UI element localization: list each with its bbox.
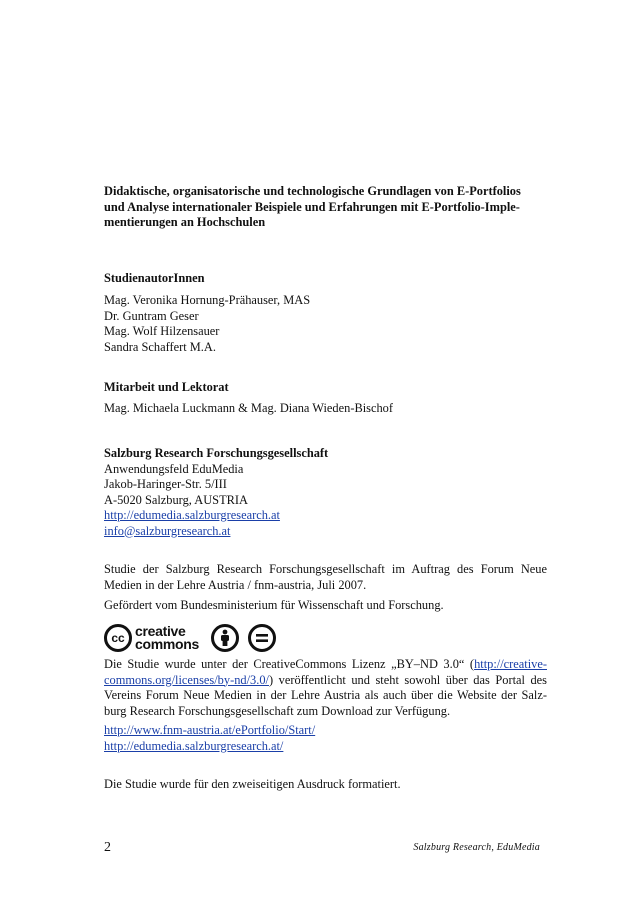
authors-list [104,293,547,355]
author-name: Mag. Veronika Hornung-Prähauser, MAS [104,293,311,307]
author-name: Sandra Schaffert M.A. [104,339,216,354]
title-line-1: Didaktische, organisatorische und technologische Grundlagen von E-Portfolios [104,184,521,198]
organization-department: Anwendungsfeld EduMedia [104,461,244,476]
organization-block [104,446,547,539]
cc-circle-icon: cc [104,624,132,652]
authors-heading: StudienautorInnen [104,271,205,285]
collaboration-heading: Mitarbeit und Lektorat [104,380,229,394]
cc-word-creative: creative [135,623,186,639]
author-name: Dr. Guntram Geser [104,308,199,323]
title-line-2: und Analyse internationaler Beispiele und Erfahrungen mit E-Portfolio-Imple- [104,199,520,214]
license-line-2: commons.org/licenses/by-nd/3.0/) veröffentlicht und steht sowohl über das Portal des [104,672,547,687]
organization-street: Jakob-Haringer-Str. 5/III [104,477,227,491]
study-line-1: Studie der Salzburg Research Forschungsgesellschaft im Auftrag des Forum Neue [104,562,547,576]
author-name: Mag. Wolf Hilzensauer [104,324,220,338]
footer-running-title: Salzburg Research, EduMedia [413,842,540,853]
license-line-1: Die Studie wurde unter der CreativeCommons Lizenz „BY–ND 3.0“ (http://creative- [104,657,547,671]
print-note: Die Studie wurde für den zweiseitigen Ausdruck formatiert. [104,777,401,791]
study-title [104,184,547,231]
cc-word-commons: commons [135,636,200,652]
fnm-portfolio-link[interactable]: http://www.fnm-austria.at/ePortfolio/Start/ [104,723,316,737]
license-link-part-2[interactable]: commons.org/licenses/by-nd/3.0/ [104,672,269,687]
license-line-4: burg Research Forschungsgesellschaft zum Download zur Verfügung. [104,703,451,718]
organization-email-link[interactable]: info@salzburgresearch.at [104,523,231,538]
license-text [104,657,547,719]
attribution-icon [211,624,239,652]
license-link-part-1[interactable]: http://creative- [474,657,547,671]
page-number: 2 [104,840,111,855]
funding-note: Gefördert vom Bundesministerium für Wissenschaft und Forschung. [104,598,444,612]
license-line-3: Vereins Forum Neue Medien in der Lehre Austria als auch über die Website der Salz- [104,688,547,702]
download-links [104,723,547,754]
edumedia-link[interactable]: http://edumedia.salzburgresearch.at/ [104,738,284,753]
title-line-3: mentierungen an Hochschulen [104,215,266,229]
collaboration-text: Mag. Michaela Luckmann & Mag. Diana Wieden-Bischof [104,401,393,415]
organization-city: A-5020 Salzburg, AUSTRIA [104,492,248,507]
organization-name: Salzburg Research Forschungsgesellschaft [104,446,329,460]
study-description [104,562,547,593]
creative-commons-logo [104,624,199,652]
no-derivatives-icon [248,624,276,652]
organization-web-link[interactable]: http://edumedia.salzburgresearch.at [104,508,280,522]
study-line-2: Medien in der Lehre Austria / fnm-austria, Juli 2007. [104,577,367,592]
creative-commons-badge [104,622,285,654]
